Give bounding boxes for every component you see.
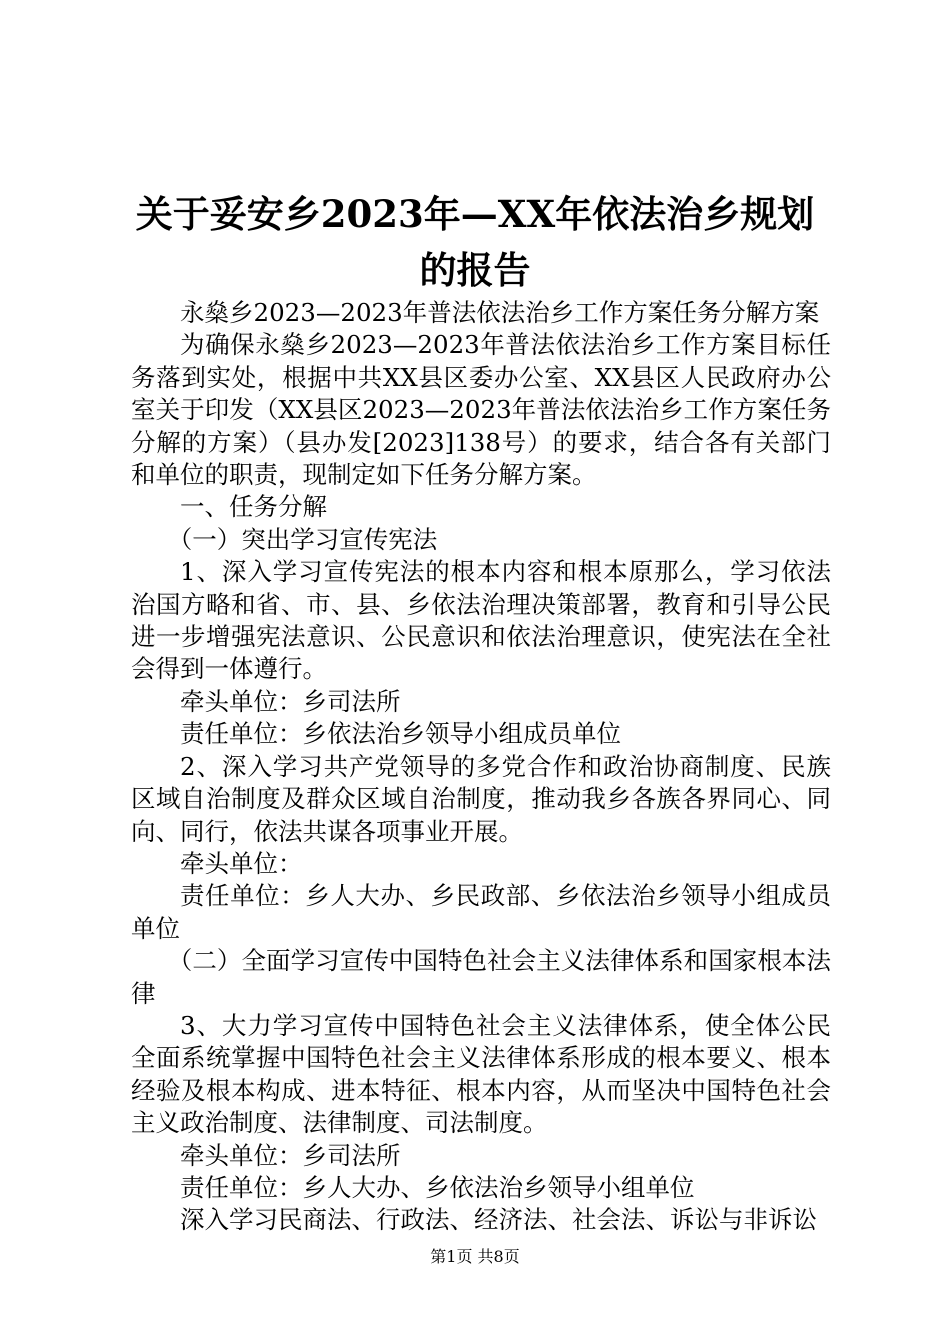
lead-unit-line: 牵头单位：: [180, 848, 303, 878]
paragraph-continued: 深入学习民商法、行政法、经济法、社会法、诉讼与非诉讼: [180, 1205, 817, 1235]
paragraph-plan-heading: 永燊乡2023—2023年普法依法治乡工作方案任务分解方案: [180, 298, 820, 327]
paragraph-item-2: 2、深入学习共产党领导的多党合作和政治协商制度、民族区域自治制度及群众区域自治制度，推动我乡各族各界同心、同向、同行，依法共谋各项事业开展。: [131, 751, 831, 846]
lead-unit-line: 牵头单位：乡司法所: [180, 1140, 401, 1170]
page-footer: 第1页 共8页: [430, 1247, 520, 1266]
paragraph-item-1: 1、深入学习宣传宪法的根本内容和根本原那么，学习依法治国方略和省、市、县、乡依法治理决策部署，教育和引导公民进一步增强宪法意识、公民意识和依法治理意识，使宪法在全社会得到一体遵行。: [131, 557, 831, 684]
paragraph-intro: 为确保永燊乡2023—2023年普法依法治乡工作方案目标任务落到实处，根据中共XX县区委办公室、XX县区人民政府办公室关于印发（XX县区2023—2023年普法依法治乡工作方案任务分解的方案）（县办发[2023]138号）的要求，结合各有关部门和单位的职责，现制定如下任务分解方案。: [131, 330, 831, 490]
lead-unit-line: 牵头单位：乡司法所: [180, 686, 401, 716]
responsible-unit-line: 责任单位：乡依法治乡领导小组成员单位: [180, 719, 621, 749]
responsible-unit-line: 责任单位：乡人大办、乡民政部、乡依法治乡领导小组成员单位: [131, 881, 831, 943]
section-heading-task-breakdown: 一、任务分解: [180, 492, 327, 522]
subsection-heading-legal-system: （二）全面学习宣传中国特色社会主义法律体系和国家根本法律: [131, 946, 831, 1008]
subsection-heading-constitution: （一）突出学习宣传宪法: [167, 524, 438, 554]
paragraph-item-3: 3、大力学习宣传中国特色社会主义法律体系，使全体公民全面系统掌握中国特色社会主义法律体系形成的根本要义、根本经验及根本构成、进本特征、根本内容，从而坚决中国特色社会主义政治制度、法律制度、司法制度。: [131, 1010, 831, 1138]
responsible-unit-line: 责任单位：乡人大办、乡依法治乡领导小组单位: [180, 1172, 695, 1202]
document-body: [131, 297, 831, 1237]
document-title: 关于妥安乡2023年—XX年依法治乡规划的报告: [135, 192, 815, 292]
